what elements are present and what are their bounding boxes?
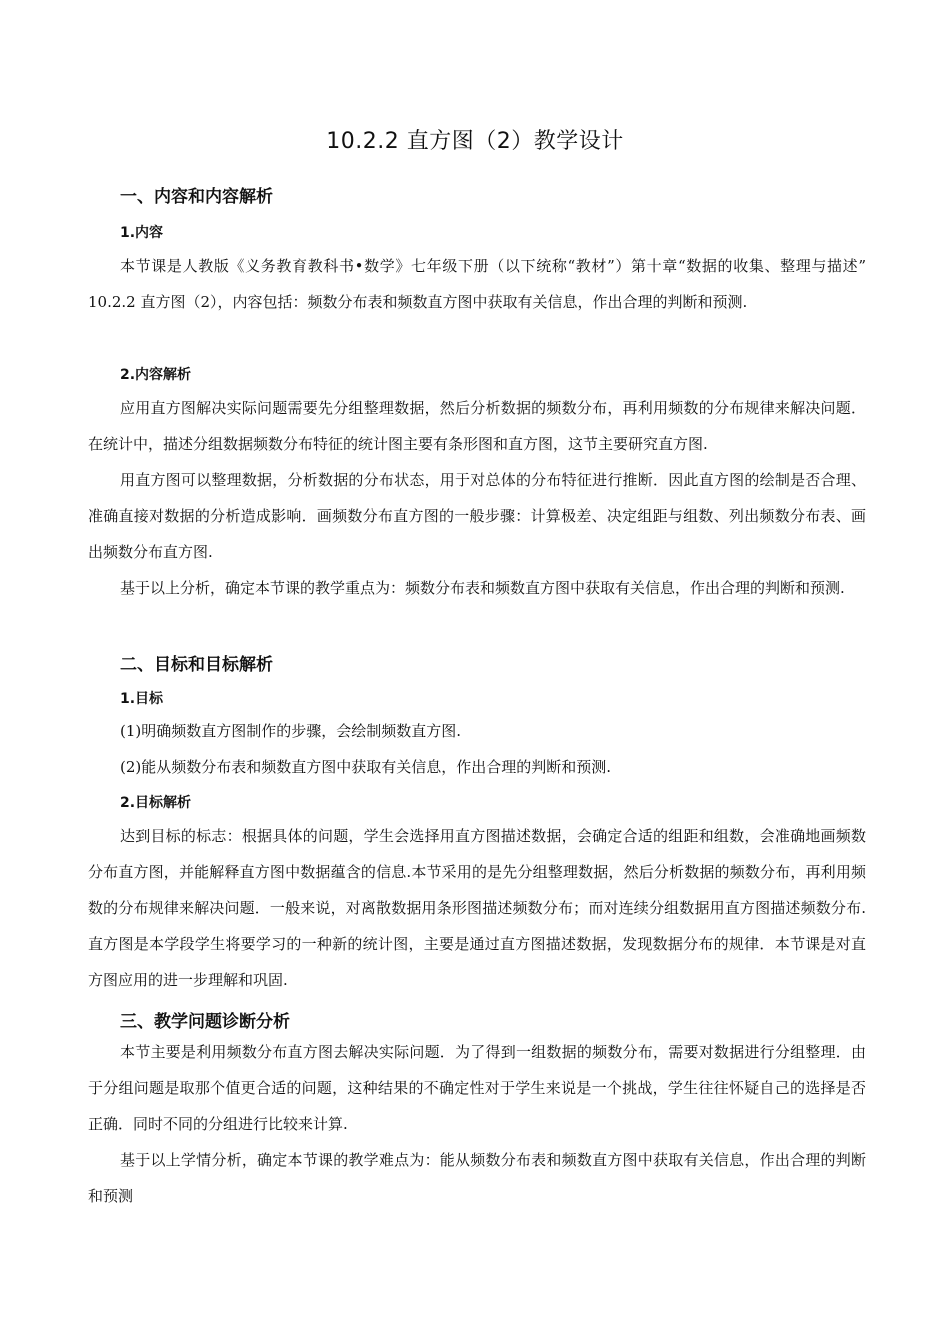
section1-analysis-paragraph-3: 基于以上分析，确定本节课的教学重点为：频数分布表和频数直方图中获取有关信息，作出合理的判断和预测. bbox=[120, 579, 845, 597]
section2-sub1-heading: 1.目标 bbox=[120, 691, 164, 707]
section2-sub2-heading: 2.目标解析 bbox=[120, 795, 192, 811]
section1-analysis-paragraph-1: 应用直方图解决实际问题需要先分组整理数据，然后分析数据的频数分布，再利用频数的分布规律来解决问题．在统计中，描述分组数据频数分布特征的统计图主要有条形图和直方图，这节主要研究直方图. bbox=[88, 399, 866, 453]
section2-analysis-paragraph: 达到目标的标志：根据具体的问题，学生会选择用直方图描述数据，会确定合适的组距和组数，会准确地画频数分布直方图，并能解释直方图中数据蕴含的信息.本节采用的是先分组整理数据，然后分析数据的频数分布，再利用频数的分布规律来解决问题．一般来说，对离散数据用条形图描述频数分布；而对连续分组数据用直方图描述频数分布.直方图是本学段学生将要学习的一种新的统计图，主要是通过直方图描述数据，发现数据分布的规律．本节课是对直方图应用的进一步理解和巩固. bbox=[88, 827, 866, 989]
section1-analysis-paragraph-2: 用直方图可以整理数据，分析数据的分布状态，用于对总体的分布特征进行推断．因此直方图的绘制是否合理、准确直接对数据的分析造成影响．画频数分布直方图的一般步骤：计算极差、决定组距与组数、列出频数分布表、画出频数分布直方图. bbox=[88, 471, 866, 561]
section1-sub2-heading: 2.内容解析 bbox=[120, 367, 192, 383]
section3-paragraph-1: 本节主要是利用频数分布直方图去解决实际问题．为了得到一组数据的频数分布，需要对数据进行分组整理．由于分组问题是取那个值更合适的问题，这种结果的不确定性对于学生来说是一个挑战，学生往往怀疑自己的选择是否正确．同时不同的分组进行比较来计算. bbox=[88, 1043, 866, 1133]
section1-heading: 一、内容和内容解析 bbox=[120, 187, 273, 207]
goal-item-1: (1)明确频数直方图制作的步骤，会绘制频数直方图. bbox=[120, 722, 462, 740]
page-title: 10.2.2 直方图（2）教学设计 bbox=[326, 129, 624, 154]
section2-heading: 二、目标和目标解析 bbox=[120, 655, 273, 675]
section1-content-paragraph: 本节课是人教版《义务教育教科书•数学》七年级下册（以下统称“教材”）第十章“数据的收集、整理与描述” 10.2.2 直方图（2），内容包括：频数分布表和频数直方图中获取有关信息，作出合理的判断和预测. bbox=[88, 257, 866, 311]
section3-paragraph-2: 基于以上学情分析，确定本节课的教学难点为：能从频数分布表和频数直方图中获取有关信息，作出合理的判断和预测 bbox=[88, 1151, 866, 1205]
section3-heading: 三、教学问题诊断分析 bbox=[120, 1012, 290, 1032]
section1-sub1-heading: 1.内容 bbox=[120, 225, 164, 241]
goal-item-2: (2)能从频数分布表和频数直方图中获取有关信息，作出合理的判断和预测. bbox=[120, 758, 612, 776]
